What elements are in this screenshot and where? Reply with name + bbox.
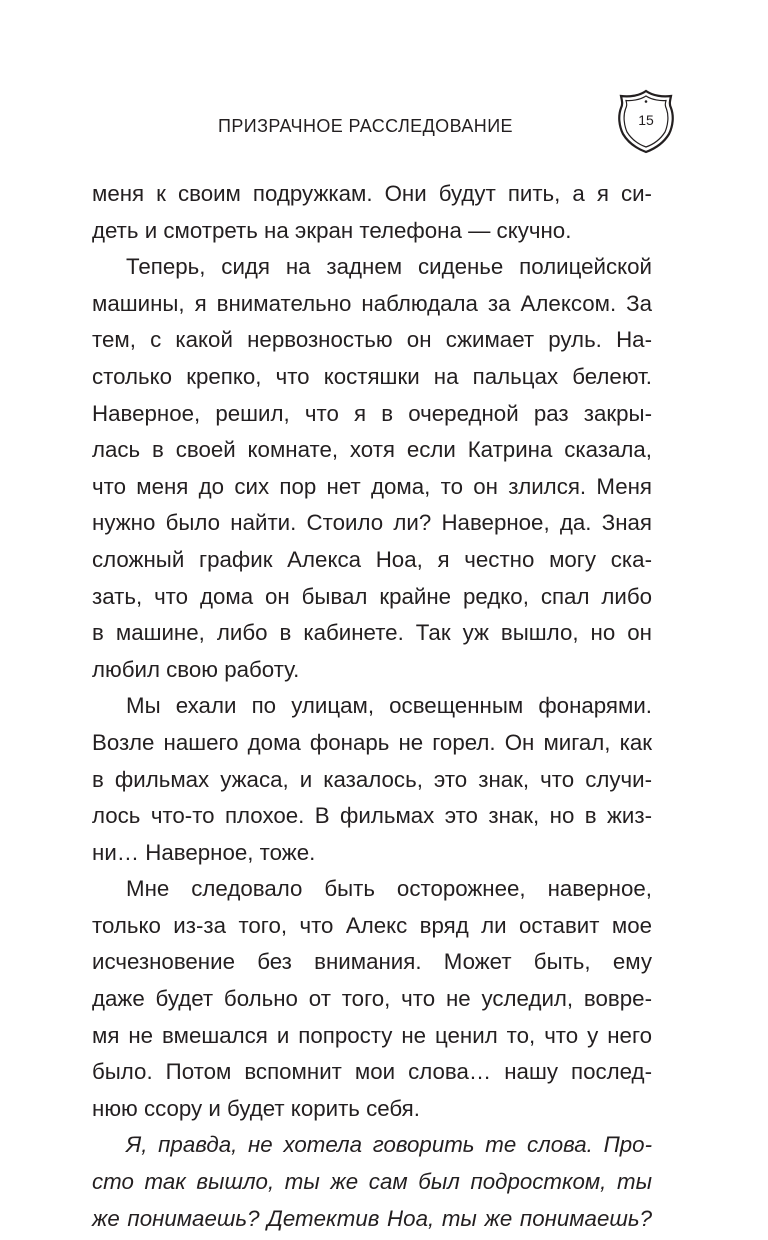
text-line: Возле нашего дома фонарь не горел. Он мигал, как: [92, 729, 652, 755]
text-line: только из-за того, что Алекс вряд ли оставит мое: [92, 912, 652, 938]
text-line: нужно было найти. Стоило ли? Наверное, да. Зная: [92, 510, 652, 536]
text-line: Мне следовало быть осторожнее, наверное,: [126, 876, 652, 902]
text-line: Мы ехали по улицам, освещенным фонарями.: [126, 693, 652, 719]
text-line: в фильмах ужаса, и казалось, это знак, что случи-: [92, 766, 652, 792]
text-line: было. Потом вспомнит мои слова… нашу послед-: [92, 1059, 652, 1085]
text-line: столько крепко, что костяшки на пальцах белеют.: [92, 363, 652, 389]
text-line: Наверное, решил, что я в очередной раз закры-: [92, 400, 652, 426]
text-line: даже будет больно от того, что не уследил, вовре-: [92, 986, 652, 1012]
page-header: [0, 0, 768, 160]
text-line: сложный график Алекса Ноа, я честно могу ска-: [92, 546, 652, 572]
text-line-italic: сто так вышло, ты же сам был подростком, ты: [92, 1169, 652, 1195]
text-line: тем, с какой нервозностью он сжимает руль. На-: [92, 327, 652, 353]
text-line-italic: Я, правда, не хотела говорить те слова. Про-: [126, 1132, 652, 1158]
text-line: что меня до сих пор нет дома, то он злился. Меня: [92, 473, 652, 499]
text-line: Теперь, сидя на заднем сиденье полицейской: [126, 254, 652, 280]
text-line: нюю ссору и будет корить себя.: [92, 1095, 420, 1121]
text-line-italic: же понимаешь? Детектив Ноа, ты же понимаешь?: [92, 1205, 652, 1231]
page-number: 15: [638, 112, 654, 128]
text-line: деть и смотреть на экран телефона — скучно.: [92, 217, 572, 243]
running-title: ПРИЗРАЧНОЕ РАССЛЕДОВАНИЕ: [218, 116, 513, 136]
body-text: [92, 176, 652, 1237]
text-line: зать, что дома он бывал крайне редко, спал либо: [92, 583, 652, 609]
text-line: в машине, либо в кабинете. Так уж вышло, но он: [92, 620, 652, 646]
text-line: любил свою работу.: [92, 656, 300, 682]
text-line: лась в своей комнате, хотя если Катрина сказала,: [92, 437, 652, 463]
text-line: мя не вмешался и попросту не ценил то, что у него: [92, 1022, 652, 1048]
text-line: лось что-то плохое. В фильмах это знак, но в жиз-: [92, 803, 652, 829]
text-line: машины, я внимательно наблюдала за Алексом. За: [92, 290, 652, 316]
text-line: исчезновение без внимания. Может быть, ему: [92, 949, 652, 975]
text-line: ни… Наверное, тоже.: [92, 839, 316, 865]
text-line: меня к своим подружкам. Они будут пить, а я си-: [92, 181, 652, 206]
